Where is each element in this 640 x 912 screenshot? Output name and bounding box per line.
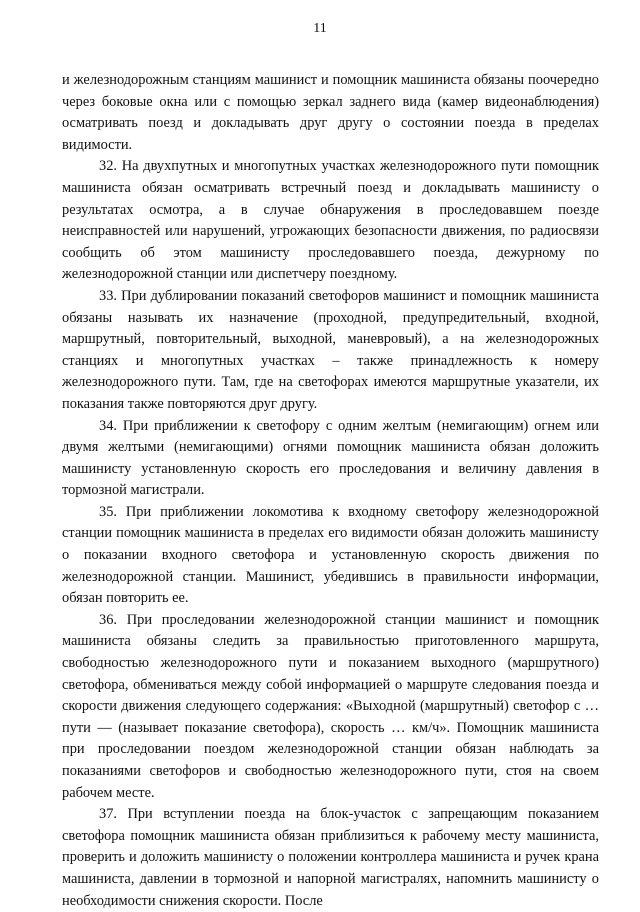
page-number: 11 (313, 21, 327, 36)
paragraph-36: 36. При проследовании железнодорожной станции машинист и помощник машиниста обязаны следить за правильностью приготовленного маршрута, свободностью железнодорожного пути и показанием выходного (маршрутного) светофора, обмениваться между собой информацией о маршруте следования поезда и скорости движения следующего содержания: «Выходной (маршрутный) светофор с … пути — (называет показание светофора), скорость … км/ч». Помощник машиниста при проследовании поездом железнодорожной станции обязан наблюдать за показаниями светофоров и свободностью железнодорожного пути, стоя на своем рабочем месте. (62, 611, 599, 801)
paragraph-35: 35. При приближении локомотива к входному светофору железнодорожной станции помощник машиниста в пределах его видимости обязан доложить машинисту о показании входного светофора и установленную скорость движения по железнодорожной станции. Машинист, убедившись в правильности информации, обязан повторить ее. (62, 503, 599, 607)
paragraph-continued: и железнодорожным станциям машинист и помощник машиниста обязаны поочередно через боковые окна или с помощью зеркал заднего вида (камер видеонаблюдения) осматривать поезд и докладывать друг другу о состоянии поезда в пределах видимости. (62, 72, 599, 153)
document-body (62, 70, 599, 912)
paragraph-33: 33. При дублировании показаний светофоров машинист и помощник машиниста обязаны называть их назначение (проходной, предупредительный, входной, маршрутный, повторительный, выходной, маневровый), а на железнодорожных станциях и многопутных участках – также принадлежность к номеру железнодорожного пути. Там, где на светофорах имеются маршрутные указатели, их показания также повторяются друг другу. (62, 287, 599, 412)
paragraph-34: 34. При приближении к светофору с одним желтым (немигающим) огнем или двумя желтыми (немигающими) огнями помощник машиниста обязан доложить машинисту установленную скорость его проследования и величину давления в тормозной магистрали. (62, 417, 599, 499)
paragraph-37: 37. При вступлении поезда на блок-участок с запрещающим показанием светофора помощник машиниста обязан приблизиться к рабочему месту машиниста, проверить и доложить машинисту о положении контроллера машиниста и ручек крана машиниста, давлении в тормозной и напорной магистралях, напомнить машинисту о необходимости снижения скорости. После (62, 806, 599, 909)
paragraph-32: 32. На двухпутных и многопутных участках железнодорожного пути помощник машиниста обязан осматривать встречный поезд и докладывать машинисту о результатах осмотра, а в случае обнаружения в проследовавшем поезде неисправностей или нарушений, угрожающих безопасности движения, по радиосвязи сообщить об этом машинисту проследовавшего поезда, дежурному по железнодорожной станции или диспетчеру поездному. (62, 158, 599, 283)
